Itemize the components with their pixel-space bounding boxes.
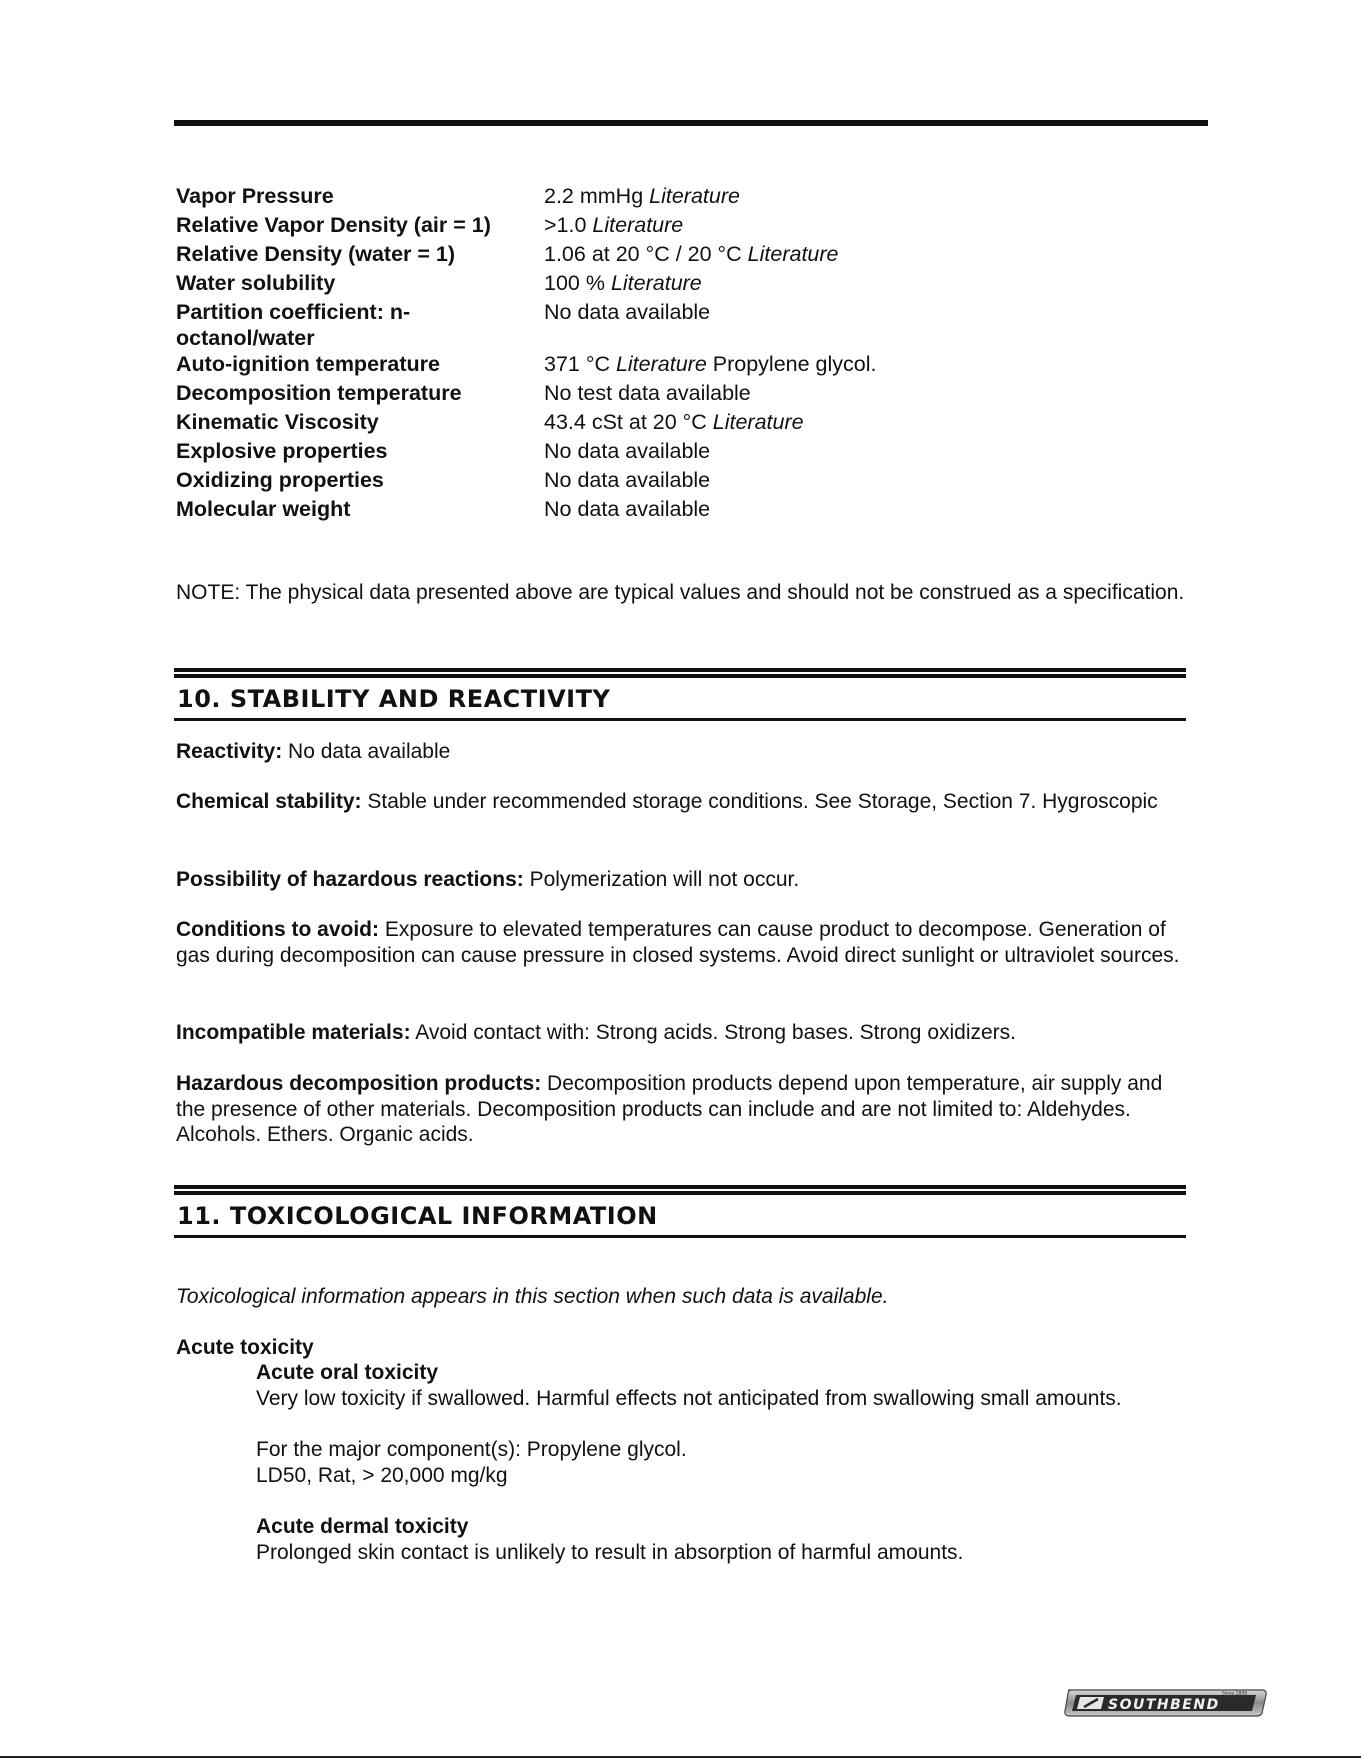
decomposition-products-paragraph	[176, 1071, 1186, 1148]
property-label: Kinematic Viscosity	[176, 410, 379, 434]
acute-dermal-toxicity-heading: Acute dermal toxicity	[256, 1515, 469, 1538]
decomposition-products-label: Hazardous decomposition products:	[176, 1072, 542, 1095]
property-value	[544, 238, 1176, 267]
bottom-rule	[0, 1756, 1361, 1758]
chemical-stability-text: Stable under recommended storage conditions. See Storage, Section 7. Hygroscopic	[361, 790, 1158, 813]
top-rule	[174, 120, 1208, 126]
property-row	[176, 377, 1176, 406]
property-value	[544, 296, 1176, 348]
property-value-text: 2.2 mmHg	[544, 184, 650, 208]
property-row	[176, 238, 1176, 267]
acute-toxicity-heading: Acute toxicity	[176, 1336, 314, 1359]
property-row	[176, 464, 1176, 493]
section-11-header	[174, 1185, 1186, 1238]
note-text: NOTE: The physical data presented above are typical values and should not be construed as a specification.	[176, 581, 1185, 604]
property-label: Water solubility	[176, 271, 336, 295]
hazardous-reactions-label: Possibility of hazardous reactions:	[176, 868, 524, 891]
property-row	[176, 406, 1176, 435]
property-label: Auto-ignition temperature	[176, 352, 440, 376]
property-label: Oxidizing properties	[176, 468, 384, 492]
property-row	[176, 267, 1176, 296]
property-label: Explosive properties	[176, 439, 388, 463]
decomposition-products-text: Decomposition products depend upon temperature, air supply and the presence of other materials. Decomposition products can include and are not limited to: Aldehydes. Alcohols. Ethers. Organic acids.	[176, 1072, 1163, 1146]
property-value	[544, 377, 1176, 406]
conditions-to-avoid-text: Exposure to elevated temperatures can cause product to decompose. Generation of gas during decomposition can cause pressure in closed systems. Avoid direct sunlight or ultraviolet sources.	[176, 918, 1180, 967]
incompatible-materials-paragraph	[176, 1020, 1186, 1046]
property-value	[544, 435, 1176, 464]
property-label: Partition coefficient: n-octanol/water	[176, 300, 411, 350]
chemical-stability-paragraph	[176, 789, 1186, 815]
major-component-text: For the major component(s): Propylene glycol.	[256, 1438, 687, 1461]
hazardous-reactions-text: Polymerization will not occur.	[523, 868, 800, 891]
conditions-to-avoid-label: Conditions to avoid:	[176, 918, 379, 941]
acute-oral-toxicity-text: Very low toxicity if swallowed. Harmful effects not anticipated from swallowing small amounts.	[256, 1387, 1122, 1410]
property-source: Literature	[712, 410, 804, 434]
property-extra: Propylene glycol.	[706, 352, 877, 376]
property-label: Relative Density (water = 1)	[176, 242, 456, 266]
toxicology-intro: Toxicological information appears in this section when such data is available.	[176, 1285, 889, 1308]
property-row	[176, 348, 1176, 377]
property-value	[544, 348, 1176, 377]
property-source: Literature	[592, 213, 684, 237]
property-value-text: No data available	[544, 468, 711, 492]
property-value-text: 43.4 cSt at 20 °C	[544, 410, 713, 434]
property-value	[544, 406, 1176, 435]
property-source: Literature	[649, 184, 740, 208]
acute-oral-toxicity-heading: Acute oral toxicity	[256, 1361, 439, 1384]
property-label: Vapor Pressure	[176, 184, 334, 208]
property-label: Relative Vapor Density (air = 1)	[176, 213, 491, 237]
property-value-text: No data available	[544, 300, 711, 324]
hazardous-reactions-paragraph	[176, 867, 1186, 893]
property-value	[544, 209, 1176, 238]
property-source: Literature	[615, 352, 707, 376]
property-value	[544, 267, 1176, 296]
ld50-text: LD50, Rat, > 20,000 mg/kg	[256, 1464, 508, 1487]
property-value-text: No data available	[544, 497, 711, 521]
acute-dermal-toxicity-text: Prolonged skin contact is unlikely to result in absorption of harmful amounts.	[256, 1541, 964, 1564]
property-row	[176, 435, 1176, 464]
section-11-title: 11. TOXICOLOGICAL INFORMATION	[177, 1202, 658, 1230]
property-label: Decomposition temperature	[176, 381, 462, 405]
property-source: Literature	[610, 271, 702, 295]
reactivity-label: Reactivity:	[176, 740, 283, 763]
chemical-stability-label: Chemical stability:	[176, 790, 362, 813]
section-10-header	[174, 668, 1186, 721]
logo-since-text: Since 1898	[1222, 1691, 1248, 1697]
southbend-logo	[1062, 1688, 1268, 1718]
section-10-title: 10. STABILITY AND REACTIVITY	[177, 685, 611, 713]
incompatible-materials-text: Avoid contact with: Strong acids. Strong bases. Strong oxidizers.	[410, 1021, 1017, 1044]
physical-properties-table	[176, 180, 1176, 522]
property-value-text: 100 %	[544, 271, 611, 295]
property-value-text: No data available	[544, 439, 711, 463]
property-row	[176, 493, 1176, 522]
property-row	[176, 296, 1176, 348]
logo-text: SOUTHBEND	[1108, 1697, 1220, 1713]
property-value-text: 1.06 at 20 °C / 20 °C	[544, 242, 748, 266]
property-value	[544, 464, 1176, 493]
property-label: Molecular weight	[176, 497, 351, 521]
incompatible-materials-label: Incompatible materials:	[176, 1021, 411, 1044]
property-row	[176, 180, 1176, 209]
property-value	[544, 493, 1176, 522]
reactivity-text: No data available	[282, 740, 451, 763]
reactivity-paragraph	[176, 739, 1186, 765]
property-source: Literature	[747, 242, 839, 266]
property-value-text: 371 °C	[544, 352, 616, 376]
property-value	[544, 180, 1176, 209]
property-value-text: No test data available	[544, 381, 751, 405]
property-value-text: >1.0	[544, 213, 593, 237]
conditions-to-avoid-paragraph	[176, 917, 1186, 968]
property-row	[176, 209, 1176, 238]
